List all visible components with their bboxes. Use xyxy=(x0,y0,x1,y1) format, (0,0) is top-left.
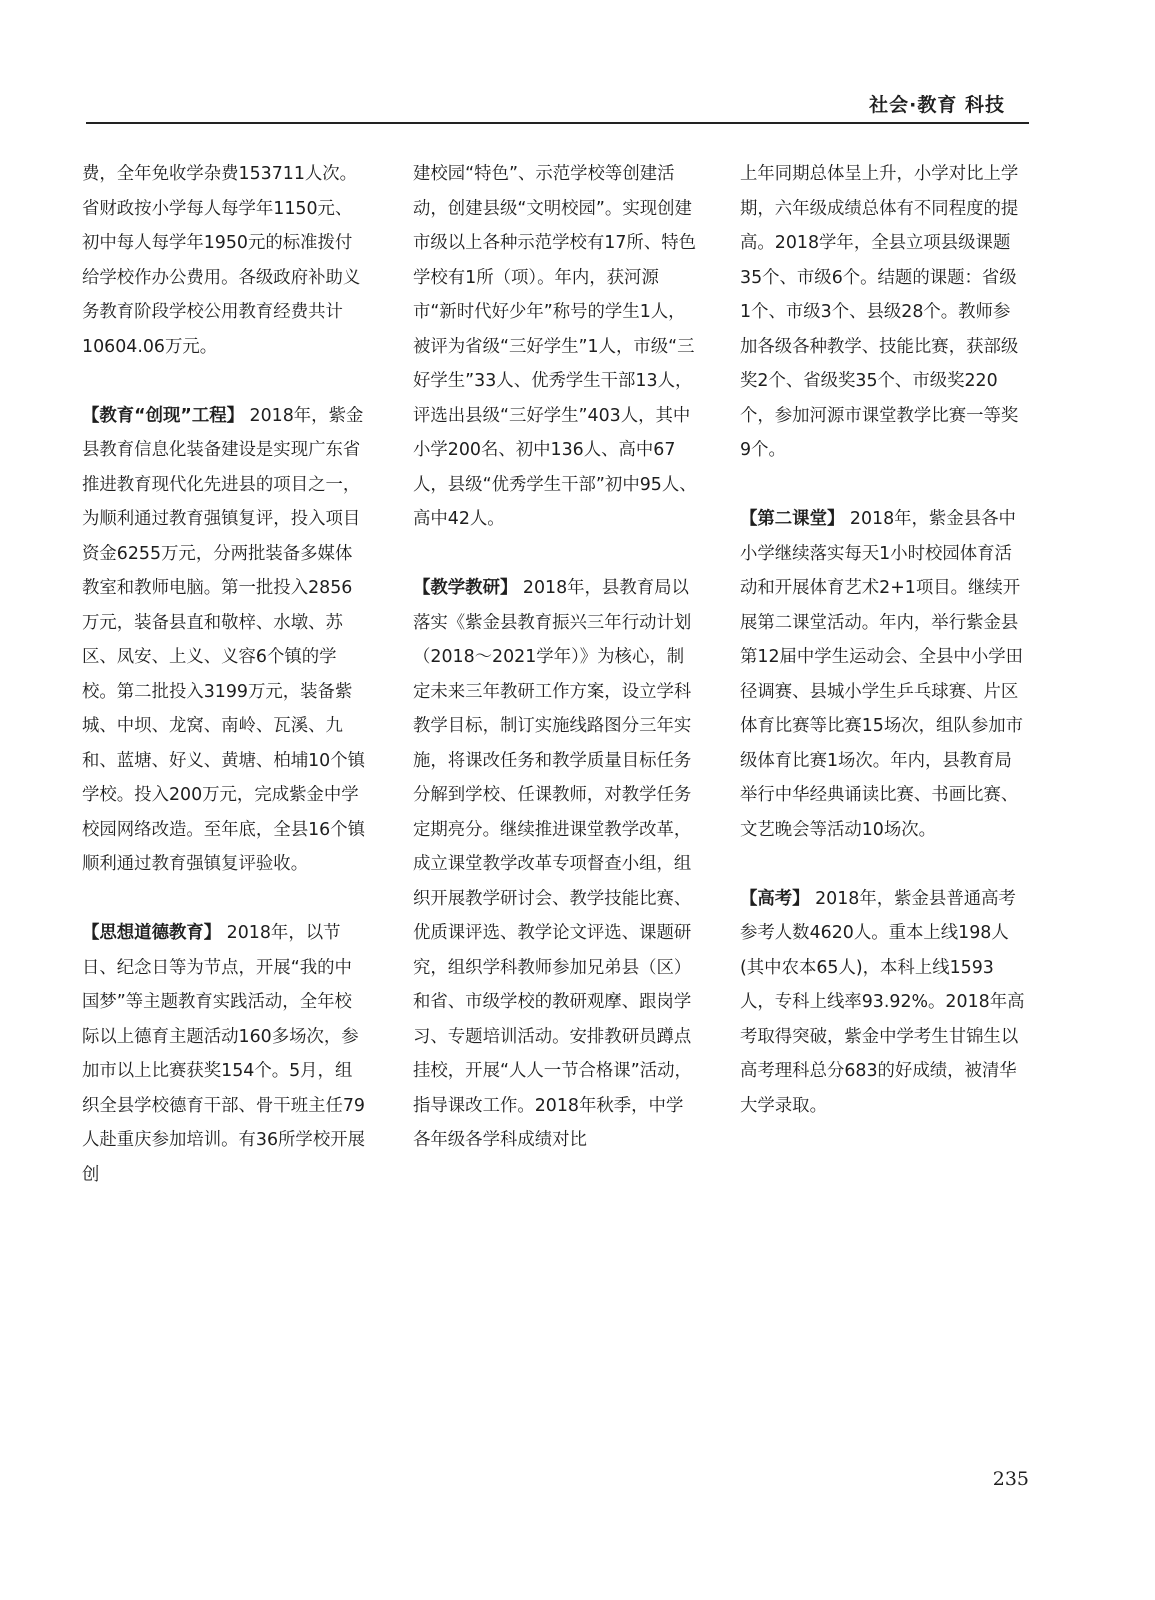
section-heading: 【高考】 xyxy=(740,888,810,909)
page-header xyxy=(0,84,1155,120)
paragraph-text: 2018年，紫金县教育信息化装备建设是实现广东省推进教育现代化先进县的项目之一，为顺利通过教育强镇复评，投入项目资金6255万元，分两批装备多媒体教室和教师电脑。第一批投入2856万元，装备县直和敬梓、水墩、苏区、凤安、上义、义容6个镇的学校。第二批投入3199万元，装备紫城、中坝、龙窝、南岭、瓦溪、九和、蓝塘、好义、黄塘、柏埔10个镇学校。投入200万元，完成紫金中学校园网络改造。至年底，全县16个镇顺利通过教育强镇复评验收。 xyxy=(82,405,365,874)
section-paragraph xyxy=(740,882,1027,1124)
section-paragraph xyxy=(740,502,1027,847)
text-column-3 xyxy=(740,157,1027,1123)
section-heading: 【教育“创现”工程】 xyxy=(82,405,244,426)
section-heading: 【思想道德教育】 xyxy=(82,923,222,943)
paragraph xyxy=(82,157,369,364)
paragraph-text: 2018年，县教育局以落实《紫金县教育振兴三年行动计划（2018～2021学年）》为核心，制定未来三年教研工作方案，设立学科教学目标，制订实施线路图分三年实施，将课改任务和教学质量目标任务分解到学校、任课教师，对教学任务定期亮分。继续推进课堂教学改革，成立课堂教学改革专项督查小组，组织开展教学研讨会、教学技能比赛、优质课评选、教学论文评选、课题研究，组织学科教师参加兄弟县（区）和省、市级学校的教研观摩、跟岗学习、专题培训活动。安排教研员蹲点挂校，开展“人人一节合格课”活动，指导课改工作。2018年秋季，中学各年级各学科成绩对比 xyxy=(413,578,692,1150)
section-paragraph xyxy=(413,571,700,1158)
paragraph xyxy=(413,157,700,537)
paragraph-text: 费，全年免收学杂费153711人次。省财政按小学每人每学年1150元、初中每人每学年1950元的标准拨付给学校作办公费用。各级政府补助义务教育阶段学校公用教育经费共计10604.06万元。 xyxy=(82,164,361,357)
text-column-1 xyxy=(82,157,369,1192)
header-rule xyxy=(86,122,1029,124)
paragraph-text: 2018年，紫金县普通高考参考人数4620人。重本上线198人(其中农本65人)，本科上线1593人，专科上线率93.92%。2018年高考取得突破，紫金中学考生甘锦生以高考理科总分683的好成绩，被清华大学录取。 xyxy=(740,888,1025,1116)
paragraph-text: 上年同期总体呈上升，小学对比上学期，六年级成绩总体有不同程度的提高。2018学年，全县立项县级课题35个、市级6个。结题的课题：省级1个、市级3个、县级28个。教师参加各级各种教学、技能比赛，获部级奖2个、省级奖35个、市级奖220个，参加河源市课堂教学比赛一等奖9个。 xyxy=(740,164,1019,460)
section-heading: 【第二课堂】 xyxy=(740,509,845,529)
section-paragraph xyxy=(82,916,369,1192)
page-number: 235 xyxy=(992,1468,1029,1490)
section-paragraph xyxy=(82,399,369,882)
section-title: 社会·教育 科技 xyxy=(869,94,1005,116)
section-heading: 【教学教研】 xyxy=(413,578,518,598)
text-column-2 xyxy=(413,157,700,1158)
paragraph xyxy=(740,157,1027,468)
paragraph-text: 建校园“特色”、示范学校等创建活动，创建县级“文明校园”。实现创建市级以上各种示范学校有17所、特色学校有1所（项）。年内，获河源市“新时代好少年”称号的学生1人，被评为省级“三好学生”1人，市级“三好学生”33人、优秀学生干部13人，评选出县级“三好学生”403人，其中小学200名、初中136人、高中67人，县级“优秀学生干部”初中95人、高中42人。 xyxy=(413,164,697,529)
paragraph-text: 2018年，以节日、纪念日等为节点，开展“我的中国梦”等主题教育实践活动，全年校际以上德育主题活动160多场次，参加市以上比赛获奖154个。5月，组织全县学校德育干部、骨干班主任79人赴重庆参加培训。有36所学校开展创 xyxy=(82,923,365,1185)
paragraph-text: 2018年，紫金县各中小学继续落实每天1小时校园体育活动和开展体育艺术2+1项目。继续开展第二课堂活动。年内，举行紫金县第12届中学生运动会、全县中小学田径调赛、县城小学生乒乓球赛、片区体育比赛等比赛15场次，组队参加市级体育比赛1场次。年内，县教育局举行中华经典诵读比赛、书画比赛、文艺晚会等活动10场次。 xyxy=(740,509,1023,840)
